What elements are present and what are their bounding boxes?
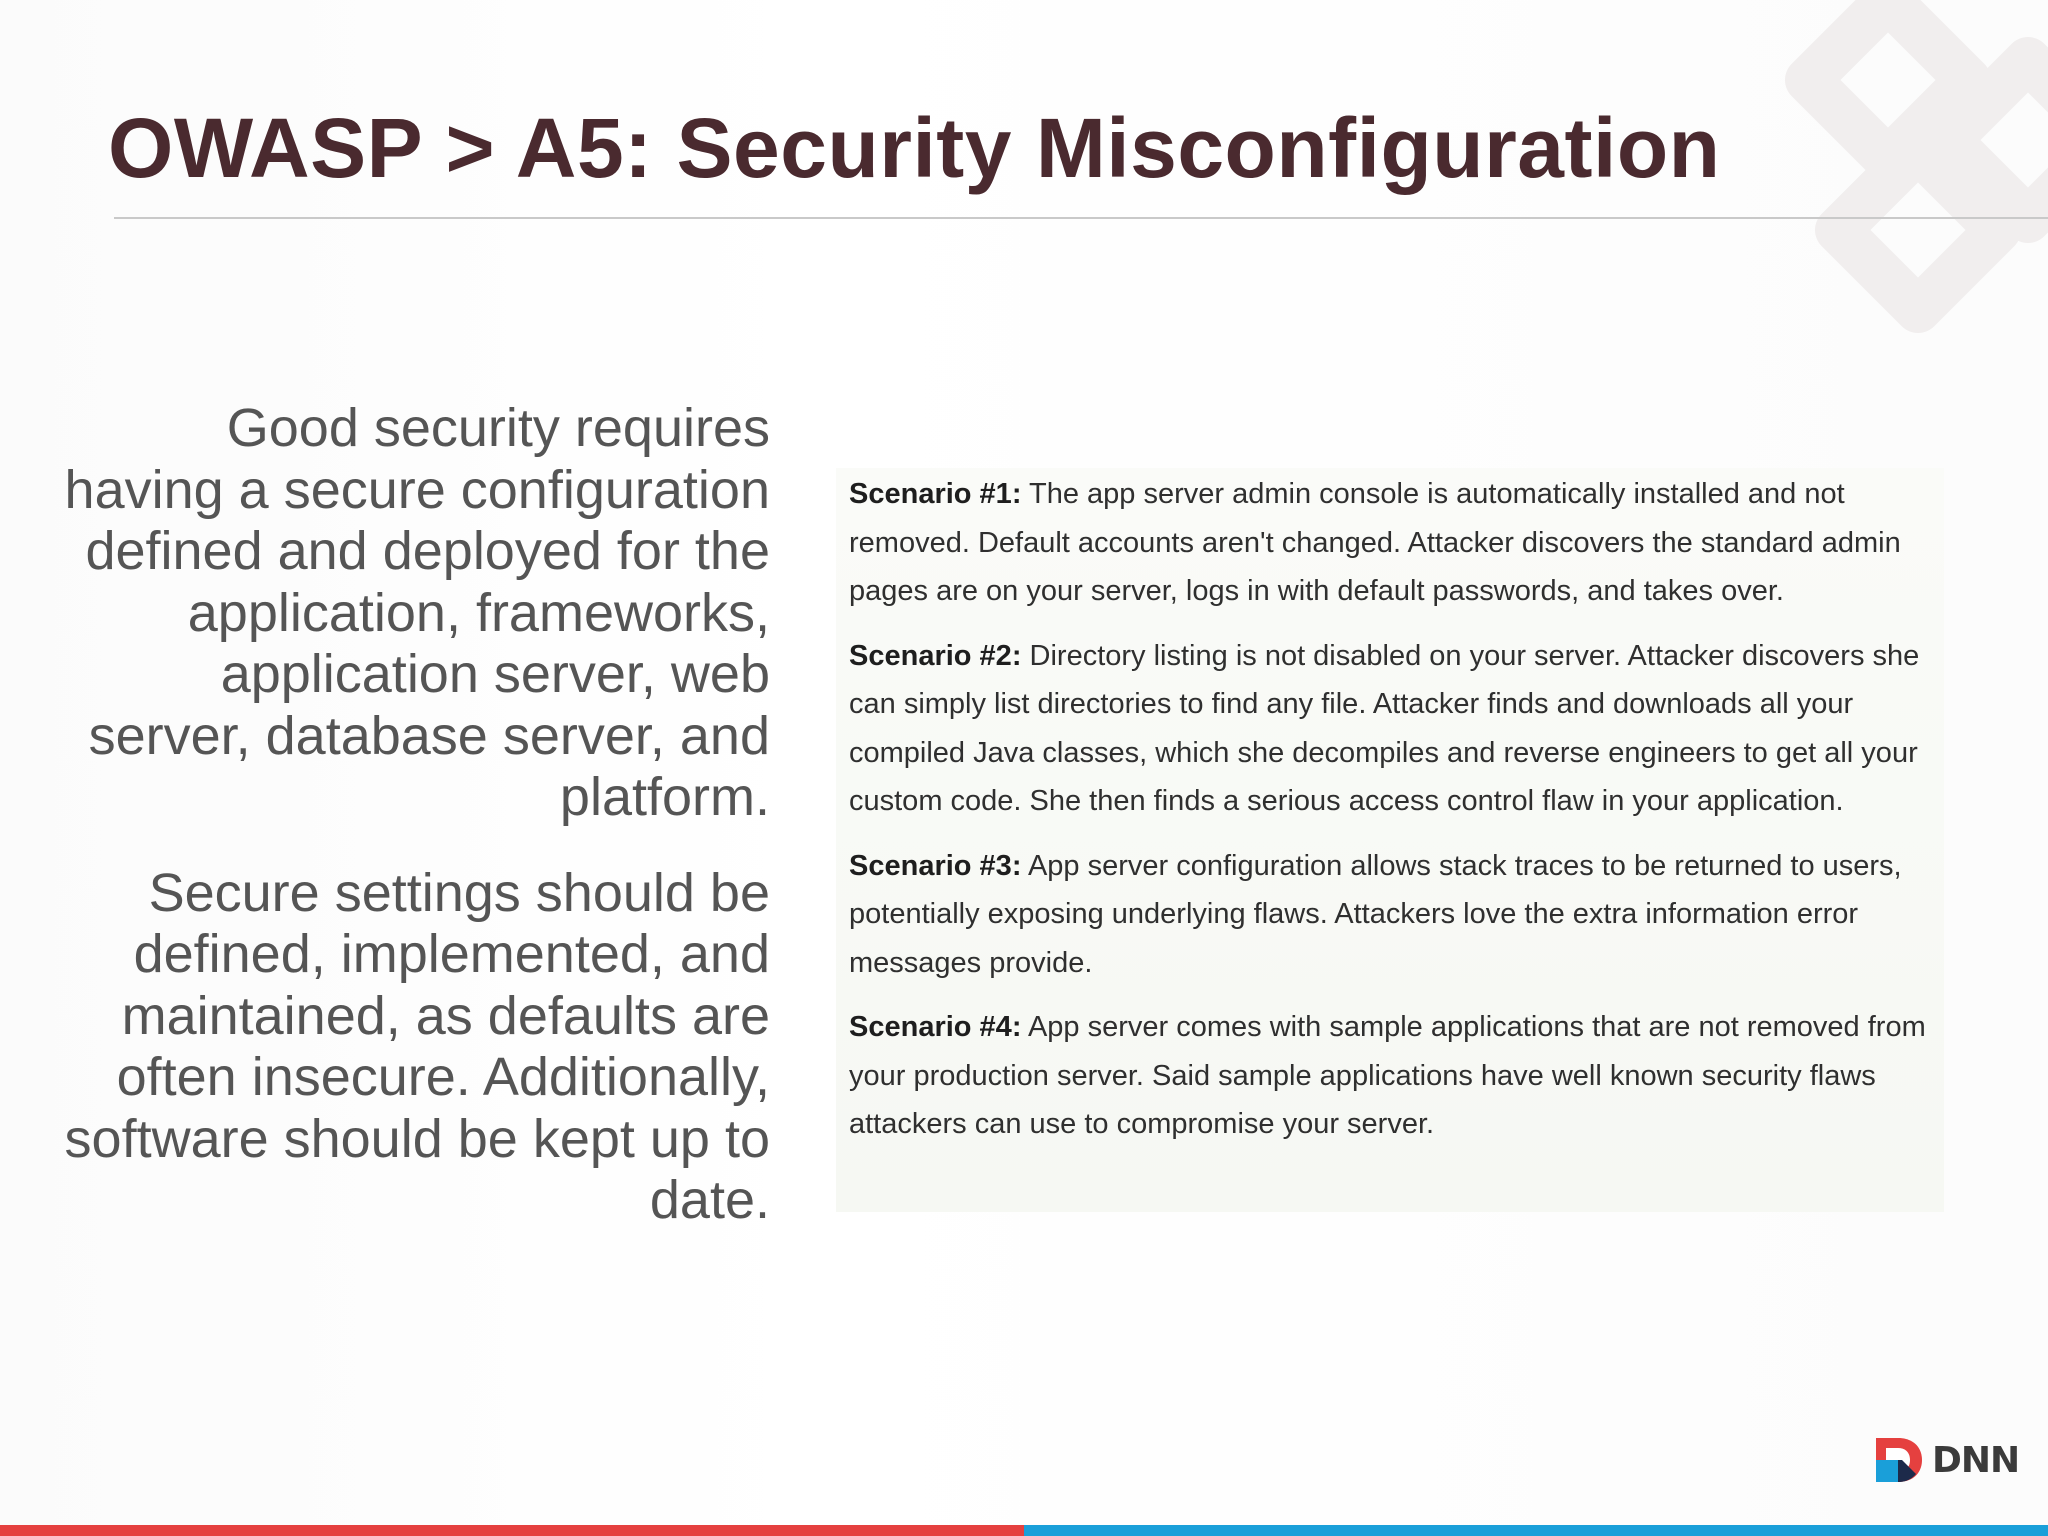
dnn-logo-text: DNN (1932, 1439, 2020, 1481)
scenario-label: Scenario #3: (849, 849, 1022, 882)
scenario-list (849, 470, 1949, 1165)
slide-title: OWASP > A5: Security Misconfiguration (108, 101, 1721, 195)
scenario-text: Directory listing is not disabled on your server. Attacker discovers she can simply list directories to find any file. Attacker finds and downloads all your compiled Java classes, which she decompiles and reverse engineers to get all your custom code. She then finds a serious access control flaw in your application. (849, 639, 1920, 817)
dnn-logo-icon (1872, 1434, 1924, 1486)
scenario-label: Scenario #4: (849, 1011, 1022, 1043)
watermark-pattern-icon (1688, 0, 2048, 340)
summary-text (60, 398, 770, 1232)
title-divider (114, 217, 2048, 219)
bottom-bar-red (0, 1525, 1024, 1536)
scenario-item (849, 470, 1949, 616)
summary-paragraph-2: Secure settings should be defined, implemented, and maintained, as defaults are often insecure. Additionally, software should be kept up to date. (64, 862, 770, 1230)
dnn-logo (1872, 1434, 2019, 1486)
scenario-item (849, 632, 1949, 826)
bottom-bar-blue (1024, 1525, 2048, 1536)
scenario-text: The app server admin console is automatically installed and not removed. Default accounts aren't changed. Attacker discovers the standard admin pages are on your server, logs in with default passwords, and takes over. (849, 478, 1901, 607)
scenario-label: Scenario #2: (849, 639, 1022, 672)
scenario-item (849, 842, 1949, 988)
bottom-accent-bar (0, 1525, 2048, 1536)
scenario-item (849, 1003, 1949, 1149)
scenario-text: App server comes with sample applications that are not removed from your production server. Said sample applications have well known security flaws attackers can use to compromise your server. (849, 1011, 1926, 1140)
scenario-text: App server configuration allows stack traces to be returned to users, potentially exposing underlying flaws. Attackers love the extra information error messages provide. (849, 849, 1902, 979)
scenario-label: Scenario #1: (849, 478, 1022, 510)
summary-paragraph-1: Good security requires having a secure configuration defined and deployed for the application, frameworks, application server, web server, database server, and platform. (64, 398, 770, 827)
